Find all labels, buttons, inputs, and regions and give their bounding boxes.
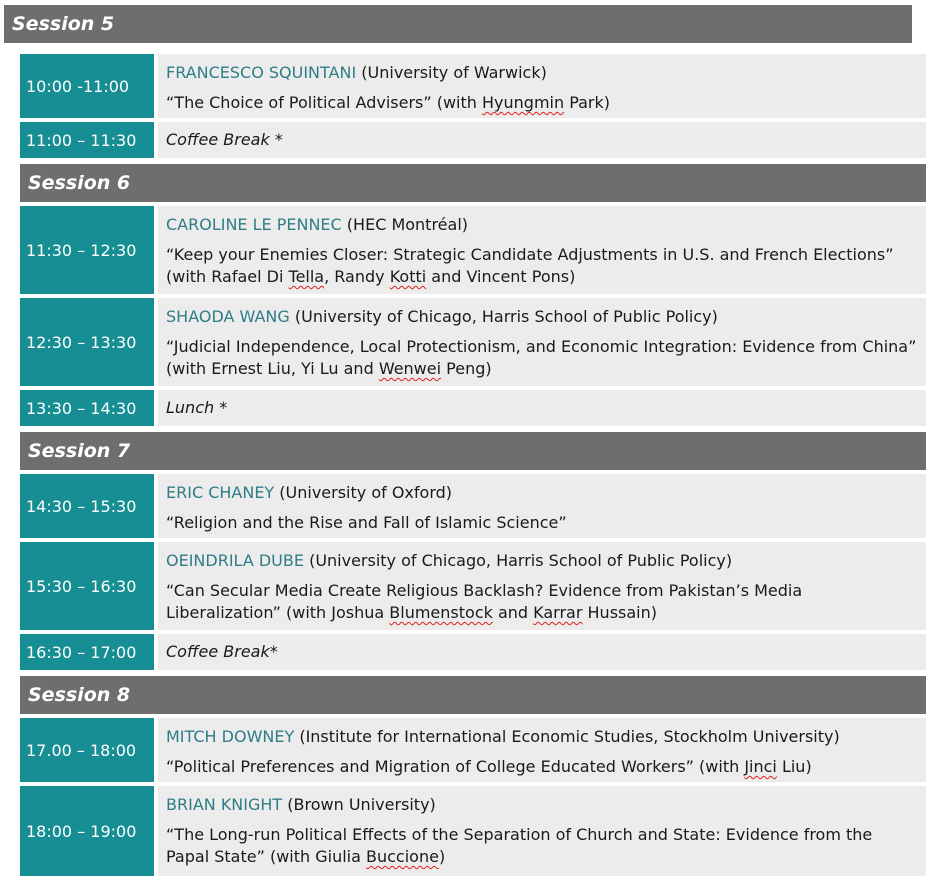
talk-entry (158, 474, 926, 538)
speaker-line (166, 306, 918, 328)
paper-title: “Religion and the Rise and Fall of Islamic Science” (166, 513, 567, 532)
session-title: Session 7 (28, 440, 131, 462)
talk-entry (158, 542, 926, 630)
time-slot: 16:30 – 17:00 (20, 634, 154, 670)
session-5-header (4, 5, 912, 43)
speaker-line (166, 214, 918, 236)
speaker-name: MITCH DOWNEY (166, 727, 295, 746)
break-entry (158, 122, 926, 158)
session-6-header (20, 164, 926, 202)
affiliation: (Brown University) (282, 795, 436, 814)
break-label: Coffee Break * (166, 130, 283, 149)
affiliation: (University of Chicago, Harris School of Public Policy) (289, 307, 718, 326)
talk-entry (158, 786, 926, 876)
break-label: Coffee Break* (166, 642, 278, 661)
time-slot: 14:30 – 15:30 (20, 474, 154, 538)
paper-title: “Can Secular Media Create Religious Backlash? Evidence from Pakistan’s Media Liberalization” (with Joshua Blumenstock and Karrar Hussain) (166, 581, 803, 622)
speaker-line (166, 794, 918, 816)
time-slot: 13:30 – 14:30 (20, 390, 154, 426)
speaker-line (166, 482, 918, 504)
talk-entry (158, 54, 926, 118)
time-slot: 11:00 – 11:30 (20, 122, 154, 158)
speaker-name: CAROLINE LE PENNEC (166, 215, 342, 234)
session-title: Session 5 (12, 13, 115, 35)
session-8-header (20, 676, 926, 714)
time-slot: 11:30 – 12:30 (20, 206, 154, 294)
affiliation: (University of Chicago, Harris School of Public Policy) (303, 551, 733, 570)
break-entry (158, 634, 926, 670)
time-slot: 12:30 – 13:30 (20, 298, 154, 386)
session-title: Session 8 (28, 684, 131, 706)
paper-title: “Political Preferences and Migration of College Educated Workers” (with Jinci Liu) (166, 757, 812, 776)
break-entry (158, 390, 926, 426)
time-slot: 10:00 -11:00 (20, 54, 154, 118)
affiliation: (University of Oxford) (274, 483, 453, 502)
paper-title: “The Choice of Political Advisers” (with Hyungmin Park) (166, 93, 611, 112)
paper-title: “Keep your Enemies Closer: Strategic Candidate Adjustments in U.S. and French Elections” (with Rafael Di Tella, Randy Kotti and Vincent Pons) (166, 245, 894, 286)
affiliation: (University of Warwick) (356, 63, 547, 82)
speaker-name: OEINDRILA DUBE (166, 551, 304, 570)
affiliation: (HEC Montréal) (341, 215, 469, 234)
paper-title: “Judicial Independence, Local Protectionism, and Economic Integration: Evidence from China” (with Ernest Liu, Yi Lu and Wenwei Peng) (166, 337, 917, 378)
session-7-header (20, 432, 926, 470)
affiliation: (Institute for International Economic Studies, Stockholm University) (294, 727, 840, 746)
time-slot: 17.00 – 18:00 (20, 718, 154, 782)
speaker-name: FRANCESCO SQUINTANI (166, 63, 357, 82)
speaker-line (166, 550, 918, 572)
time-slot: 15:30 – 16:30 (20, 542, 154, 630)
speaker-name: ERIC CHANEY (166, 483, 275, 502)
talk-entry (158, 298, 926, 386)
speaker-line (166, 726, 918, 748)
speaker-name: SHAODA WANG (166, 307, 290, 326)
talk-entry (158, 718, 926, 782)
time-slot: 18:00 – 19:00 (20, 786, 154, 876)
speaker-name: BRIAN KNIGHT (166, 795, 283, 814)
talk-entry (158, 206, 926, 294)
break-label: Lunch * (166, 398, 228, 417)
speaker-line (166, 62, 918, 84)
session-title: Session 6 (28, 172, 131, 194)
paper-title: “The Long-run Political Effects of the Separation of Church and State: Evidence from the Papal State” (with Giulia Buccione) (166, 825, 873, 866)
